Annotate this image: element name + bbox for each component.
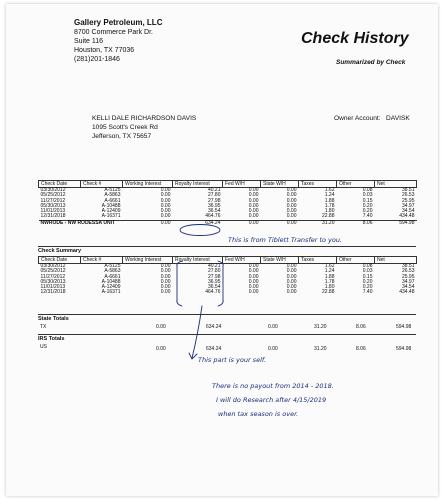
table-cell: 0.00 [286, 202, 297, 209]
table-cell: 0.00 [286, 208, 297, 215]
state-totals-value: 8.06 [356, 324, 366, 330]
table-cell: 0.00 [248, 192, 259, 199]
handwriting-ink-layer [6, 4, 438, 496]
table-cell: 11/27/2012 [40, 197, 66, 204]
col-net: Net [375, 181, 417, 188]
irs-totals-value: 0.00 [268, 346, 278, 352]
table-cell: 1.78 [324, 278, 335, 285]
table-cell: 36.95 [207, 202, 221, 209]
owner-street: 1095 Scott's Creek Rd [92, 124, 158, 131]
table-cell: 0.20 [362, 208, 373, 215]
table-cell: 0.03 [362, 192, 373, 199]
table-cell: 11/27/2012 [40, 273, 66, 280]
table-cell: 0.00 [160, 289, 171, 296]
table-cell: 0.00 [160, 263, 171, 269]
table-cell: 0.00 [286, 213, 297, 220]
table-cell: 27.98 [207, 197, 221, 204]
handwritten-note-transfer: This is from Tiblett Transfer to you. [228, 236, 343, 244]
table-cell: 03/30/2012 [40, 263, 66, 269]
table-cell: 1.80 [324, 208, 335, 215]
table-cell: 0.00 [123, 220, 173, 226]
table-cell: 0.08 [362, 187, 373, 193]
table-cell: 40.21 [207, 263, 221, 269]
table-cell: A-12409 [101, 284, 121, 291]
page-subtitle: Summarized by Check [336, 59, 406, 66]
table-cell: 22.88 [321, 289, 335, 296]
col-state-wh: State W/H [261, 181, 299, 188]
table-cell: A-6661 [104, 273, 121, 280]
company-city: Houston, TX 77036 [74, 47, 135, 54]
owner-account-value: DAVISK [386, 115, 410, 122]
table-cell: 03/30/2012 [40, 187, 66, 193]
col-taxes: Taxes [299, 257, 337, 264]
table-cell: 0.00 [248, 202, 259, 209]
table-cell: 0.03 [362, 268, 373, 275]
table-cell: 464.76 [205, 213, 221, 220]
table-cell: 1.62 [324, 263, 335, 269]
table-cell: 0.00 [223, 220, 261, 226]
table-cell: 26.53 [401, 268, 415, 275]
col-state-wh: State W/H [261, 257, 299, 264]
handwritten-note-payout-1: There is no payout from 2014 - 2018. [212, 382, 334, 390]
table-cell: 26.53 [401, 192, 415, 199]
table-cell: 0.00 [160, 284, 171, 291]
table-cell: 0.00 [286, 187, 297, 193]
table-cell: 594.98 [375, 220, 417, 226]
irs-totals-heading: IRS Totals [38, 336, 65, 342]
table-cell: 38.51 [401, 187, 415, 193]
table-cell: A-16371 [101, 213, 121, 220]
table-cell: 0.00 [248, 273, 259, 280]
table-cell: A-6661 [104, 197, 121, 204]
table-cell: 0.00 [248, 289, 259, 296]
table-cell: 12/31/2018 [40, 213, 66, 220]
col-check-date: Check Date [39, 257, 81, 264]
col-taxes: Taxes [299, 181, 337, 188]
table-cell: 0.00 [286, 268, 297, 275]
table-cell: 34.97 [401, 278, 415, 285]
table-cell: 05/30/2013 [40, 278, 66, 285]
table-cell: 05/30/2013 [40, 202, 66, 209]
table-cell: 0.00 [160, 192, 171, 199]
table-cell: A-10488 [101, 278, 121, 285]
table-cell: 36.54 [207, 208, 221, 215]
ink-bracket-right [218, 261, 223, 306]
col-net: Net [375, 257, 417, 264]
irs-totals-value: 8.06 [356, 346, 366, 352]
table-cell: 0.00 [248, 268, 259, 275]
owner-account-label: Owner Account: [334, 115, 381, 122]
table-cell: 0.00 [160, 213, 171, 220]
table-cell: A-5125 [104, 187, 121, 193]
irs-totals-value: 594.98 [396, 346, 412, 352]
table-cell: 0.00 [248, 197, 259, 204]
table-cell: A-5863 [104, 268, 121, 275]
col-other: Other [337, 257, 375, 264]
table-cell: 0.00 [286, 284, 297, 291]
table-cell: A-5863 [104, 192, 121, 199]
table-cell: 27.80 [207, 192, 221, 199]
table-cell: 36.95 [207, 278, 221, 285]
col-royalty-interest: Royalty Interest [173, 257, 223, 264]
table-cell: 25.95 [401, 273, 415, 280]
table-cell: 0.00 [261, 220, 299, 226]
ink-arrow-line [192, 306, 202, 358]
owner-name: KELLI DALE RICHARDSON DAVIS [92, 115, 197, 122]
table-cell: A-10488 [101, 202, 121, 209]
state-totals-value: 0.00 [156, 324, 166, 330]
table-cell: 0.00 [286, 192, 297, 199]
table-cell: 27.98 [207, 273, 221, 280]
statement-page [6, 4, 438, 496]
table-cell: 464.76 [205, 289, 221, 296]
handwritten-note-payout-2: I will do Research after 4/15/2019 [216, 396, 327, 404]
handwritten-note-payout-3: when tax season is over. [218, 410, 299, 418]
state-totals-heading: State Totals [38, 316, 69, 322]
table-cell: 0.00 [248, 278, 259, 285]
table-cell: 34.54 [401, 208, 415, 215]
irs-totals-label: US [40, 344, 47, 350]
table-cell: 434.48 [399, 289, 415, 296]
check-summary-heading: Check Summary [38, 248, 82, 254]
table-cell: 8.06 [337, 220, 375, 226]
owner-city: Jefferson, TX 75657 [92, 133, 152, 140]
table-cell: 0.00 [286, 289, 297, 296]
col-fed-wh: Fed W/H [223, 181, 261, 188]
table-cell: 0.00 [160, 273, 171, 280]
table-cell: 0.15 [362, 197, 373, 204]
ink-bracket-left [177, 261, 182, 306]
table-cell: 1.78 [324, 202, 335, 209]
table-cell: 05/25/2012 [40, 192, 66, 199]
col-other: Other [337, 181, 375, 188]
table-cell: 1.24 [324, 268, 335, 275]
table-cell: 0.00 [248, 208, 259, 215]
irs-totals-value: 0.00 [156, 346, 166, 352]
state-totals-value: 31.20 [314, 324, 327, 330]
unit-total-label: NWRODE - NW RODESSA UNIT [39, 220, 123, 226]
table-cell: 11/01/2013 [40, 284, 66, 291]
table-cell: 22.88 [321, 213, 335, 220]
table-cell: 38.51 [401, 263, 415, 269]
table-cell: 0.00 [248, 187, 259, 193]
company-address1: 8700 Commerce Park Dr. [74, 29, 153, 36]
table-cell: 31.20 [299, 220, 337, 226]
col-check-date: Check Date [39, 181, 81, 188]
table-cell: 0.00 [160, 197, 171, 204]
company-address2: Suite 116 [74, 38, 104, 45]
table-cell: 0.00 [286, 273, 297, 280]
col-fed-wh: Fed W/H [223, 257, 261, 264]
table-cell: 36.54 [207, 284, 221, 291]
table-cell: 0.00 [248, 263, 259, 269]
handwritten-note-self: This part is your self. [198, 356, 267, 364]
table-cell: 34.54 [401, 284, 415, 291]
col-check-number: Check # [81, 257, 123, 264]
table-cell: A-5125 [104, 263, 121, 269]
col-working-interest: Working Interest [123, 181, 173, 188]
table-cell: 434.48 [399, 213, 415, 220]
table-cell: 1.88 [324, 197, 335, 204]
table-cell: 7.40 [362, 213, 373, 220]
table-cell: 05/25/2012 [40, 268, 66, 275]
table-cell: 7.40 [362, 289, 373, 296]
table-cell: 0.00 [286, 197, 297, 204]
state-totals-value: 634.24 [206, 324, 222, 330]
table-cell: 34.97 [401, 202, 415, 209]
table-cell: 0.08 [362, 263, 373, 269]
table-cell: 0.00 [160, 187, 171, 193]
table-cell: 0.00 [160, 208, 171, 215]
table-cell: 25.95 [401, 197, 415, 204]
state-totals-label: TX [40, 324, 47, 330]
table-cell: 0.20 [362, 202, 373, 209]
table-cell: 0.00 [286, 263, 297, 269]
irs-totals-value: 634.24 [206, 346, 222, 352]
state-totals-value: 0.00 [268, 324, 278, 330]
table-cell: 1.24 [324, 192, 335, 199]
table-cell: 0.20 [362, 278, 373, 285]
table-cell: 11/01/2013 [40, 208, 66, 215]
table-cell: 0.15 [362, 273, 373, 280]
table-cell: 0.00 [248, 213, 259, 220]
col-royalty-interest: Royalty Interest [173, 181, 223, 188]
irs-totals-value: 31.20 [314, 346, 327, 352]
table-cell: A-16371 [101, 289, 121, 296]
table-cell: 0.20 [362, 284, 373, 291]
table-cell: 27.80 [207, 268, 221, 275]
table-cell: A-12409 [101, 208, 121, 215]
state-totals-value: 594.98 [396, 324, 412, 330]
page-title: Check History [301, 30, 409, 47]
col-check-number: Check # [81, 181, 123, 188]
table-cell: 1.80 [324, 284, 335, 291]
col-working-interest: Working Interest [123, 257, 173, 264]
company-name: Gallery Petroleum, LLC [74, 18, 163, 27]
table-cell: 0.00 [160, 268, 171, 275]
table-cell: 0.00 [160, 202, 171, 209]
table-cell: 0.00 [160, 278, 171, 285]
table-cell: 1.62 [324, 187, 335, 193]
table-cell: 0.00 [248, 284, 259, 291]
company-phone: (281)201-1846 [74, 56, 120, 63]
ink-circle-total [180, 225, 220, 236]
table-cell: 12/31/2018 [40, 289, 66, 296]
table-cell: 0.00 [286, 278, 297, 285]
table-cell: 634.24 [173, 220, 223, 226]
table-cell: 1.88 [324, 273, 335, 280]
table-cell: 40.21 [207, 187, 221, 193]
